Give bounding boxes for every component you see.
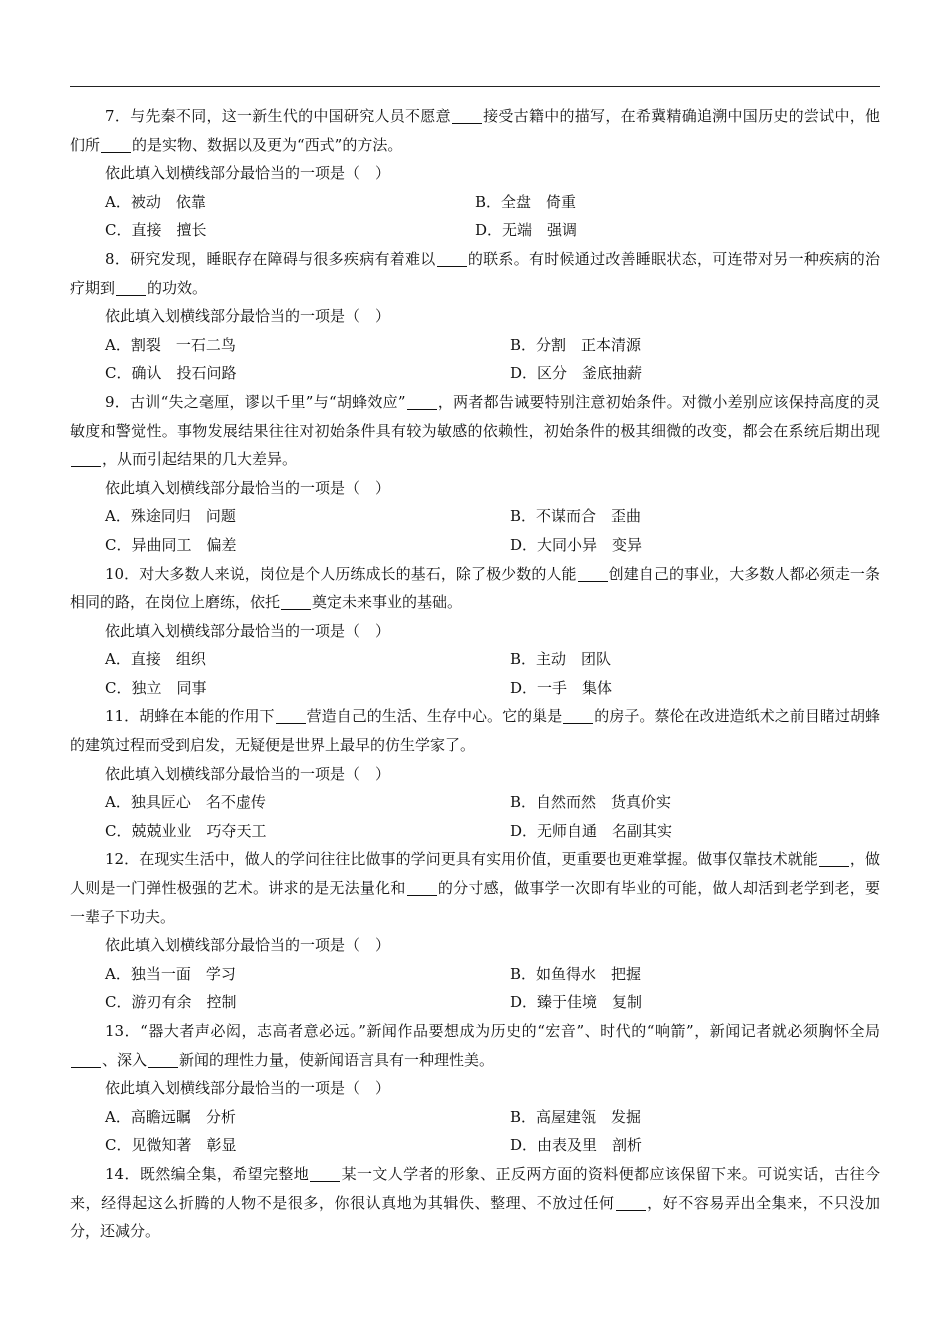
answer-blank bbox=[616, 1195, 646, 1211]
question-prompt: 依此填入划横线部分最恰当的一项是（ ） bbox=[105, 307, 391, 326]
question-9 bbox=[70, 388, 880, 560]
option-c: C．独立 同事 bbox=[105, 678, 207, 697]
question-prompt: 依此填入划横线部分最恰当的一项是（ ） bbox=[105, 164, 391, 183]
options bbox=[70, 502, 880, 559]
option-a: A．独具匠心 名不虚传 bbox=[105, 793, 266, 812]
question-text: 13．“器大者声必闳，志高者意必远。”新闻作品要想成为历史的“宏音”、时代的“响箭”，新闻记者就必须胸怀全局、深入 新闻的理性力量，使新闻语言具有一种理性美。 bbox=[70, 1017, 880, 1074]
question-7 bbox=[70, 102, 880, 245]
options bbox=[70, 960, 880, 1017]
option-d: D．无师自通 名副其实 bbox=[510, 821, 673, 840]
option-c: C．游刃有余 控制 bbox=[105, 993, 237, 1012]
option-b: B．主动 团队 bbox=[510, 650, 612, 669]
answer-blank bbox=[407, 394, 437, 410]
answer-blank bbox=[71, 1052, 101, 1068]
question-text: 11．胡蜂在本能的作用下 营造自己的生活、生存中心。它的巢是 的房子。蔡伦在改进造纸术之前目睹过胡蜂的建筑过程而受到启发，无疑便是世界上最早的仿生学家了。 bbox=[70, 707, 880, 755]
answer-blank bbox=[452, 108, 482, 124]
options bbox=[70, 188, 880, 245]
question-12 bbox=[70, 845, 880, 1017]
option-d: D．大同小异 变异 bbox=[510, 535, 643, 554]
option-a: A．割裂 一石二鸟 bbox=[105, 335, 236, 354]
answer-blank bbox=[819, 851, 849, 867]
question-8 bbox=[70, 245, 880, 388]
answer-blank bbox=[578, 566, 608, 582]
question-text: 7．与先秦不同，这一新生代的中国研究人员不愿意 接受古籍中的描写，在希冀精确追溯中国历史的尝试中，他们所 的是实物、数据以及更为“西式”的方法。 bbox=[70, 107, 880, 154]
question-text: 14．既然编全集，希望完整地 某一文人学者的形象、正反两方面的资料便都应该保留下来。可说实话，古往今来，经得起这么折腾的人物不是很多，你很认真地为其辑佚、整理、不放过任何 ，好不容易弄出全集来，不只没加分，还减分。 bbox=[70, 1164, 880, 1241]
option-d: D．由表及里 剖析 bbox=[510, 1136, 643, 1155]
option-a: A．独当一面 学习 bbox=[105, 964, 236, 983]
answer-blank bbox=[437, 251, 467, 267]
question-prompt: 依此填入划横线部分最恰当的一项是（ ） bbox=[105, 478, 391, 497]
answer-blank bbox=[116, 280, 146, 296]
question-text: 9．古训“失之毫厘，谬以千里”与“胡蜂效应” ，两者都告诫要特别注意初始条件。对微小差别应该保持高度的灵敏度和警觉性。事物发展结果往往对初始条件具有较为敏感的依赖性，初始条件的极其细微的改变，都会在系统后期出现，从而引起结果的几大差异。 bbox=[70, 392, 880, 469]
option-d: D．无端 强调 bbox=[475, 221, 578, 240]
question-text: 8．研究发现，睡眠存在障碍与很多疾病有着难以 的联系。有时候通过改善睡眠状态，可连带对另一种疾病的治疗期到 的功效。 bbox=[70, 249, 881, 297]
question-text: 10．对大多数人来说，岗位是个人历练成长的基石，除了极少数的人能 创建自己的事业，大多数人都必须走一条相同的路，在岗位上磨练，依托 奠定未来事业的基础。 bbox=[70, 564, 880, 612]
options bbox=[70, 1103, 880, 1160]
option-d: D．臻于佳境 复制 bbox=[510, 993, 643, 1012]
options bbox=[70, 331, 880, 388]
answer-blank bbox=[281, 594, 311, 610]
option-b: B．不谋而合 歪曲 bbox=[510, 507, 642, 526]
answer-blank bbox=[310, 1166, 340, 1182]
answer-blank bbox=[276, 708, 306, 724]
option-d: D．一手 集体 bbox=[510, 678, 613, 697]
question-prompt: 依此填入划横线部分最恰当的一项是（ ） bbox=[105, 621, 391, 640]
option-c: C．见微知著 彰显 bbox=[105, 1136, 237, 1155]
question-prompt: 依此填入划横线部分最恰当的一项是（ ） bbox=[105, 1079, 391, 1098]
option-c: C．确认 投石问路 bbox=[105, 364, 237, 383]
options bbox=[70, 788, 880, 845]
question-13 bbox=[70, 1017, 880, 1160]
header-rule bbox=[70, 86, 880, 87]
option-b: B．全盘 倚重 bbox=[475, 192, 577, 211]
answer-blank bbox=[101, 137, 131, 153]
question-11 bbox=[70, 702, 880, 845]
answer-blank bbox=[563, 708, 593, 724]
option-a: A．殊途同归 问题 bbox=[105, 507, 236, 526]
option-b: B．高屋建瓴 发掘 bbox=[510, 1107, 642, 1126]
option-d: D．区分 釜底抽薪 bbox=[510, 364, 643, 383]
answer-blank bbox=[71, 451, 101, 467]
question-text: 12．在现实生活中，做人的学问往往比做事的学问更具有实用价值，更重要也更难掌握。做事仅靠技术就能 ，做人则是一门弹性极强的艺术。讲求的是无法量化和 的分寸感，做事学一次即有毕业的可能，做人却活到老学到老，要一辈子下功夫。 bbox=[70, 850, 880, 926]
answer-blank bbox=[407, 880, 437, 896]
option-c: C．直接 擅长 bbox=[105, 221, 207, 240]
option-b: B．分割 正本清源 bbox=[510, 335, 642, 354]
question-14 bbox=[70, 1160, 880, 1246]
answer-blank bbox=[148, 1052, 178, 1068]
option-a: A．被动 依靠 bbox=[105, 192, 206, 211]
option-b: B．如鱼得水 把握 bbox=[510, 964, 642, 983]
question-prompt: 依此填入划横线部分最恰当的一项是（ ） bbox=[105, 764, 391, 783]
option-a: A．直接 组织 bbox=[105, 650, 206, 669]
option-c: C．兢兢业业 巧夺天工 bbox=[105, 821, 267, 840]
option-b: B．自然而然 货真价实 bbox=[510, 793, 672, 812]
option-c: C．异曲同工 偏差 bbox=[105, 535, 237, 554]
question-10 bbox=[70, 560, 880, 703]
options bbox=[70, 645, 880, 702]
option-a: A．高瞻远瞩 分析 bbox=[105, 1107, 236, 1126]
question-prompt: 依此填入划横线部分最恰当的一项是（ ） bbox=[105, 936, 391, 955]
question-list bbox=[70, 102, 880, 1246]
